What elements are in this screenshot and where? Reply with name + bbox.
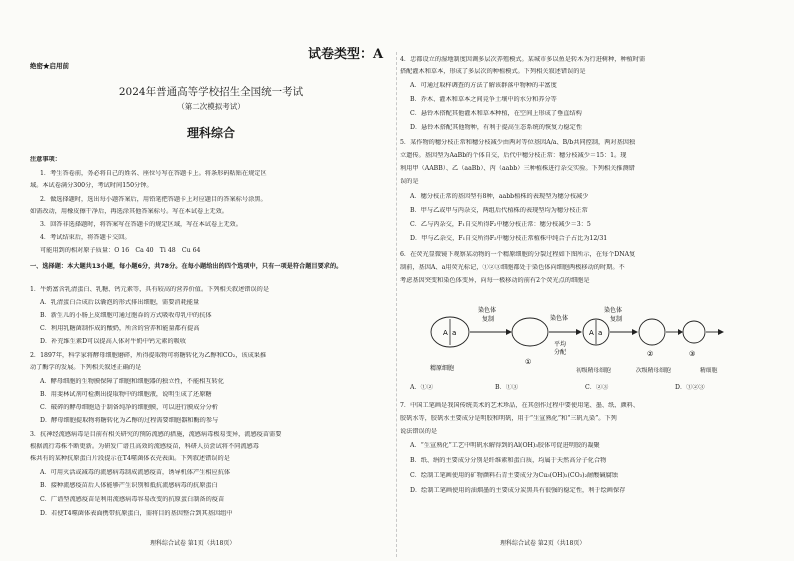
arrow-head — [506, 329, 512, 335]
q4-option-b: B．乔木、灌木和草本之间竞争土壤中的水分和养分等 — [410, 96, 557, 103]
q5-option-d: D．甲与乙杂交，F₁自交所得F₂中穗分枝正常植株中纯合子占比为12/31 — [410, 235, 608, 242]
arrow-label: 染色体 — [550, 315, 569, 322]
q4-option-c: C．悬铃木搭配其他灌木和草本种植，在空间上形成了垂直结构 — [410, 110, 582, 117]
page-footer: 理科综合试卷 第2页（共18页） — [500, 540, 586, 547]
gene-label-a: A — [443, 329, 448, 337]
cell-number-1: ① — [525, 358, 532, 366]
arrow-label: 分配 — [554, 349, 567, 356]
q2-stem: 2．1897年，科学家将酵母细胞磨碎，所得提取物可将糖转化为乙醇和CO₂，该成果推 — [30, 352, 267, 359]
cell-1 — [512, 318, 548, 346]
arrow-label: 染色体 — [604, 307, 623, 314]
q7-option-c: C．绘制工笔画使用的矿物颜料石青主要成分为Cu₃(OH)₂(CO₃)₂耐酸碱腐蚀 — [410, 472, 618, 479]
q3-option-c: C．广谱型流感疫苗是利用流感病毒容易改变的抗原蛋白制备的疫苗 — [40, 496, 225, 503]
note-line: 3．回答非选择题时，将答案写在答题卡的规定区域，写在本试卷上无效。 — [40, 221, 242, 228]
q5-stem: 误的是 — [400, 178, 419, 185]
q5-option-a: A．穗分枝正常的基因型有8种，aabb植株的表现型为穗分枝减少 — [410, 193, 589, 200]
primary-label: 初级精母细胞 — [576, 368, 611, 374]
note-line: 可能用到的相对原子质量：O 16 Ca 40 Ti 48 Cu 64 — [40, 247, 201, 254]
q4-stem: 4．忠都设立的湿地制度因调多层次养殖模式。某城市多以鱼是转木为行进树种，种植时需 — [400, 56, 646, 63]
q6-stem: 制前，基因A、a用荧光标记，①②③细胞都处于染色体向细胞两极移动的时期。不 — [400, 264, 625, 271]
q6-option-d: D．①②③ — [675, 384, 705, 391]
notes-heading: 注意事项： — [30, 156, 61, 163]
arrow-head — [576, 329, 582, 335]
arrow-label: 复制 — [482, 316, 495, 323]
q2-option-b: B．用斐林试剂可检测出提取物中的细胞液，说明生成了还原糖 — [40, 391, 212, 398]
q5-stem: 5．某作物的穗分枝正常和穗分枝减少由两对等位基因A/a、B/b共同控制，两对基因独 — [400, 139, 636, 146]
q2-stem: 动了酶学的发展。下列相关叙述正确的是 — [30, 364, 142, 371]
q3-option-d: D．若使T4噬菌体表面携带抗原蛋白，需将目的基因整合到其基因组中 — [40, 510, 233, 517]
note-line: 如需改动，用橡皮擦干净后，再选涂其他答案标号。写在本试卷上无效。 — [30, 208, 228, 215]
q1-option-d: D．补充维生素D可以提高人体对牛奶中钙元素的吸收 — [40, 338, 187, 345]
q7-option-b: B．纸、绢的主要成分分别是纤维素和蛋白质，均属于天然高分子化合物 — [410, 457, 607, 464]
secondary-label: 次级精母细胞 — [636, 368, 671, 374]
section-heading: 一、选择题：本大题共13小题，每小题6分，共78分。在每小题给出的四个选项中，只有一项是符合题目要求的。 — [30, 263, 343, 270]
secret-label: 绝密★启用前 — [30, 62, 69, 70]
page-footer: 理科综合试卷 第1页（共18页） — [150, 540, 236, 547]
q2-option-a: A．酵母细胞的生物膜保障了细胞和细胞器的独立性，不能相互转化 — [40, 378, 224, 385]
q7-stem: 说法错误的是 — [400, 428, 438, 435]
q1-stem: 1．牛奶富含乳清蛋白、乳糖、钙元素等，具有较高的营养价值。下列相关叙述错误的是 — [30, 286, 270, 293]
arrow-head — [678, 329, 683, 335]
q3-stem: 3．抗神经流感病毒是目前有相关研究的预防流感的措施，流感病毒极易变异，流感疫苗需要 — [30, 431, 282, 438]
q3-stem: 株共有的某种抗原蛋白片段提示在T4噬菌体衣壳表面。下列叙述错误的是 — [30, 455, 230, 462]
exam-title: 2024年普通高等学校招生全国统一考试 — [118, 86, 304, 98]
q7-option-a: A．“生宣熟化”工艺中明矾水解得到的Al(OH)₃胶体可促进明胶的凝聚 — [410, 442, 600, 449]
q3-option-a: A．可用灭活或减毒的流感病毒制成流感疫苗，诱导机体产生相应抗体 — [40, 469, 231, 476]
note-line: 1．考生答卷前，务必将自己的姓名、座位号写在答题卡上。将条形码粘贴在规定区 — [40, 170, 267, 177]
gene-label-a-lower: a — [452, 329, 457, 337]
arrow-label: 平均 — [554, 341, 567, 348]
q6-option-c: C．②③ — [585, 384, 609, 391]
q1-option-c: C．利用乳糖菌制作成的酸奶，所含的营养和能量都有提高 — [40, 325, 200, 332]
q3-option-b: B．接种流感疫苗后人体能够产生识别和抵抗流感病毒的抗原蛋白 — [40, 482, 218, 489]
note-line: 2．做选择题时，选出每小题答案后，用铅笔把答题卡上对应题目的答案标号涂黑。 — [40, 196, 267, 203]
q6-stem: 6．在荧光显微镜下观察某动物的一个精原细胞的分裂过程如下图所示，在每个DNA复 — [400, 251, 636, 258]
q1-option-b: B．新生儿的小肠上皮细胞可通过胞吞的方式吸收母乳中的抗体 — [40, 312, 212, 319]
arrow-label: 染色体 — [478, 307, 497, 314]
note-line: 域。本试卷满分300分，考试时间150分钟。 — [30, 182, 153, 189]
cell-number-2: ② — [647, 350, 654, 358]
arrow-head — [632, 329, 638, 335]
gene-label-a: A — [589, 329, 594, 337]
q3-stem: 根据流行毒株不断更新。为研发广谱且高效的流感疫苗，科研人员尝试将不同流感毒 — [30, 443, 259, 450]
note-line: 4．考试结束后，将答题卡交回。 — [40, 234, 131, 241]
q7-option-d: D．绘制工笔画使用的油烟墨的主要成分炭黑具有很强的稳定性，利于绘画保存 — [410, 487, 626, 494]
q2-option-d: D．酵母细胞提取物将糖转化为乙醇的过程需要细胞器和酶的参与 — [40, 417, 219, 424]
arrow-label: 复制 — [610, 316, 623, 323]
meiosis-diagram — [428, 290, 728, 376]
q5-stem: 利用甲（AABB）、乙（aaBb）、丙（aabb）三种植株进行杂交实验。下列相关推测错 — [400, 165, 635, 172]
q6-option-a: A．①② — [410, 384, 434, 391]
q7-stem: 7．中国工笔画是我国传统美术的艺术珍品，在其创作过程中要使用笔、墨、纸、颜料、 — [400, 402, 640, 409]
right-page — [400, 0, 772, 561]
q5-stem: 立遗传。基因型为AaBb的个体自交，后代中穗分枝正常：穗分枝减少＝15：1。现 — [400, 152, 627, 159]
q7-stem: 胶矾水等，胶矾水主要成分是明胶和明矾，用于“生宣熟化”和“三矾九染”。下列 — [400, 415, 617, 422]
q6-option-b: B．①③ — [495, 384, 519, 391]
arrow-head — [718, 329, 724, 335]
left-page — [30, 0, 392, 561]
spermatogonium-label: 精原细胞 — [430, 365, 455, 372]
q5-option-b: B．甲与乙或甲与丙杂交，两组后代植株的表现型均为穗分枝正常 — [410, 207, 588, 214]
exam-subtitle: （第二次模拟考试） — [177, 102, 245, 111]
paper-type: 试卷类型：A — [308, 47, 384, 62]
cell-3 — [683, 321, 705, 343]
page-divider — [396, 52, 397, 557]
q4-option-a: A．可通过取样调查的方法了解该群落中物种的丰富度 — [410, 82, 557, 89]
q6-stem: 考虑基因突变和染色体变异，向每一极移动的前有2个荧光点的细胞是 — [400, 277, 590, 284]
q5-option-c: C．乙与丙杂交，F₁自交所得F₂中穗分枝正常：穗分枝减少＝3：5 — [410, 221, 591, 228]
subject-title: 理科综合 — [186, 126, 235, 140]
q4-option-d: D．悬铃木搭配其他物种，有利于提高生态系统的恢复力稳定性 — [410, 124, 583, 131]
q4-stem: 搭配灌木和草本，形成了多层次的种植模式。下列相关叙述错误的是 — [400, 68, 586, 75]
sperm-label: 精细胞 — [700, 368, 718, 374]
q2-option-c: C．破碎的酵母细胞适于制备纯净的细胞膜，可以进行膜成分分析 — [40, 404, 218, 411]
cell-2 — [639, 319, 665, 345]
gene-label-a-lower: a — [598, 329, 603, 337]
cell-number-3: ③ — [689, 350, 696, 358]
q1-option-a: A．乳清蛋白合成后以囊泡的形式排出细胞，需要消耗能量 — [40, 299, 200, 306]
